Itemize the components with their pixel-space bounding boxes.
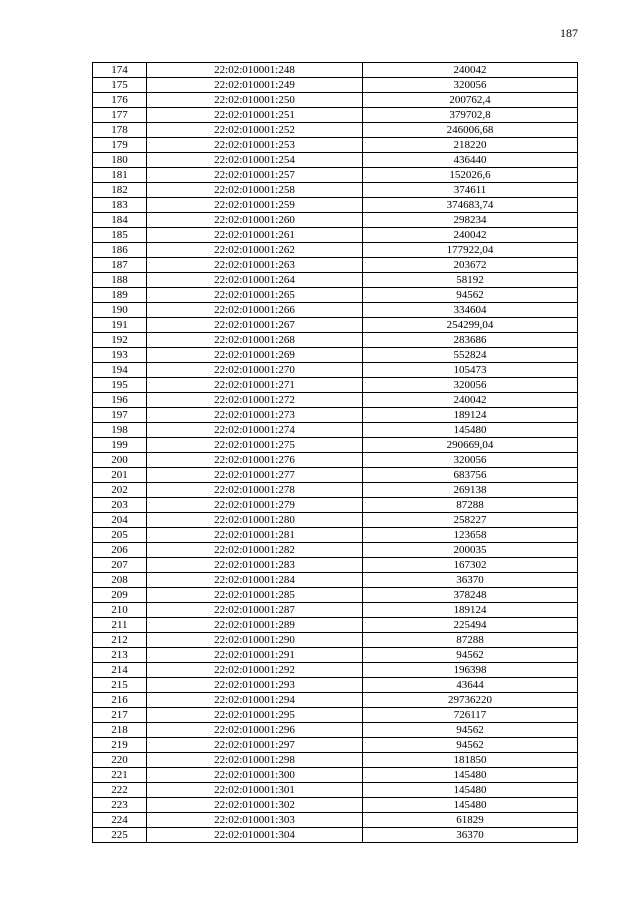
row-number-cell: 199 [93,438,147,453]
value-cell: 225494 [363,618,578,633]
value-cell: 152026,6 [363,168,578,183]
table-row [93,213,578,228]
table-row [93,738,578,753]
cadastral-number-cell: 22:02:010001:250 [147,93,363,108]
table-row [93,333,578,348]
cadastral-number-cell: 22:02:010001:263 [147,258,363,273]
cadastral-number-cell: 22:02:010001:258 [147,183,363,198]
row-number-cell: 179 [93,138,147,153]
value-cell: 269138 [363,483,578,498]
value-cell: 94562 [363,648,578,663]
table-row [93,813,578,828]
table-row [93,828,578,843]
value-cell: 320056 [363,78,578,93]
table-row [93,408,578,423]
value-cell: 240042 [363,228,578,243]
row-number-cell: 202 [93,483,147,498]
row-number-cell: 194 [93,363,147,378]
value-cell: 87288 [363,498,578,513]
value-cell: 683756 [363,468,578,483]
cadastral-number-cell: 22:02:010001:271 [147,378,363,393]
table-row [93,243,578,258]
table-row [93,453,578,468]
table-row [93,168,578,183]
row-number-cell: 205 [93,528,147,543]
cadastral-number-cell: 22:02:010001:304 [147,828,363,843]
value-cell: 94562 [363,738,578,753]
parcel-table [92,62,578,843]
row-number-cell: 216 [93,693,147,708]
row-number-cell: 198 [93,423,147,438]
row-number-cell: 175 [93,78,147,93]
row-number-cell: 212 [93,633,147,648]
cadastral-number-cell: 22:02:010001:295 [147,708,363,723]
cadastral-number-cell: 22:02:010001:275 [147,438,363,453]
cadastral-number-cell: 22:02:010001:300 [147,768,363,783]
row-number-cell: 184 [93,213,147,228]
table-row [93,228,578,243]
cadastral-number-cell: 22:02:010001:265 [147,288,363,303]
value-cell: 218220 [363,138,578,153]
row-number-cell: 211 [93,618,147,633]
table-row [93,318,578,333]
cadastral-number-cell: 22:02:010001:278 [147,483,363,498]
value-cell: 246006,68 [363,123,578,138]
table-row [93,108,578,123]
cadastral-number-cell: 22:02:010001:283 [147,558,363,573]
value-cell: 29736220 [363,693,578,708]
table-row [93,78,578,93]
row-number-cell: 223 [93,798,147,813]
row-number-cell: 224 [93,813,147,828]
row-number-cell: 217 [93,708,147,723]
value-cell: 334604 [363,303,578,318]
row-number-cell: 207 [93,558,147,573]
row-number-cell: 186 [93,243,147,258]
table-row [93,468,578,483]
table-row [93,183,578,198]
value-cell: 283686 [363,333,578,348]
value-cell: 61829 [363,813,578,828]
value-cell: 94562 [363,723,578,738]
cadastral-number-cell: 22:02:010001:297 [147,738,363,753]
value-cell: 374611 [363,183,578,198]
table-row [93,618,578,633]
row-number-cell: 206 [93,543,147,558]
cadastral-number-cell: 22:02:010001:289 [147,618,363,633]
value-cell: 58192 [363,273,578,288]
cadastral-number-cell: 22:02:010001:277 [147,468,363,483]
cadastral-number-cell: 22:02:010001:264 [147,273,363,288]
cadastral-number-cell: 22:02:010001:267 [147,318,363,333]
table-row [93,768,578,783]
value-cell: 181850 [363,753,578,768]
value-cell: 123658 [363,528,578,543]
row-number-cell: 215 [93,678,147,693]
row-number-cell: 201 [93,468,147,483]
cadastral-number-cell: 22:02:010001:248 [147,63,363,78]
cadastral-number-cell: 22:02:010001:257 [147,168,363,183]
value-cell: 87288 [363,633,578,648]
row-number-cell: 195 [93,378,147,393]
value-cell: 320056 [363,453,578,468]
value-cell: 177922,04 [363,243,578,258]
cadastral-number-cell: 22:02:010001:303 [147,813,363,828]
table-row [93,93,578,108]
value-cell: 94562 [363,288,578,303]
cadastral-number-cell: 22:02:010001:252 [147,123,363,138]
row-number-cell: 218 [93,723,147,738]
cadastral-number-cell: 22:02:010001:293 [147,678,363,693]
cadastral-number-cell: 22:02:010001:280 [147,513,363,528]
table-row [93,288,578,303]
table-row [93,198,578,213]
table-body [93,63,578,843]
row-number-cell: 220 [93,753,147,768]
row-number-cell: 176 [93,93,147,108]
cadastral-number-cell: 22:02:010001:274 [147,423,363,438]
row-number-cell: 190 [93,303,147,318]
table-row [93,258,578,273]
cadastral-number-cell: 22:02:010001:266 [147,303,363,318]
value-cell: 203672 [363,258,578,273]
value-cell: 196398 [363,663,578,678]
value-cell: 145480 [363,798,578,813]
cadastral-number-cell: 22:02:010001:298 [147,753,363,768]
table-row [93,363,578,378]
table-row [93,693,578,708]
row-number-cell: 188 [93,273,147,288]
row-number-cell: 203 [93,498,147,513]
row-number-cell: 192 [93,333,147,348]
row-number-cell: 209 [93,588,147,603]
value-cell: 145480 [363,768,578,783]
cadastral-number-cell: 22:02:010001:272 [147,393,363,408]
value-cell: 36370 [363,573,578,588]
table-row [93,303,578,318]
value-cell: 379702,8 [363,108,578,123]
value-cell: 290669,04 [363,438,578,453]
row-number-cell: 185 [93,228,147,243]
value-cell: 240042 [363,63,578,78]
table-row [93,558,578,573]
cadastral-number-cell: 22:02:010001:273 [147,408,363,423]
value-cell: 726117 [363,708,578,723]
row-number-cell: 181 [93,168,147,183]
value-cell: 189124 [363,408,578,423]
value-cell: 105473 [363,363,578,378]
value-cell: 436440 [363,153,578,168]
value-cell: 298234 [363,213,578,228]
cadastral-number-cell: 22:02:010001:296 [147,723,363,738]
cadastral-number-cell: 22:02:010001:281 [147,528,363,543]
row-number-cell: 180 [93,153,147,168]
cadastral-number-cell: 22:02:010001:276 [147,453,363,468]
table-row [93,798,578,813]
table-row [93,483,578,498]
cadastral-number-cell: 22:02:010001:284 [147,573,363,588]
value-cell: 145480 [363,423,578,438]
value-cell: 320056 [363,378,578,393]
value-cell: 374683,74 [363,198,578,213]
table-row [93,393,578,408]
cadastral-number-cell: 22:02:010001:269 [147,348,363,363]
table-row [93,153,578,168]
cadastral-number-cell: 22:02:010001:253 [147,138,363,153]
row-number-cell: 174 [93,63,147,78]
value-cell: 200762,4 [363,93,578,108]
table-row [93,348,578,363]
row-number-cell: 189 [93,288,147,303]
table-row [93,633,578,648]
cadastral-number-cell: 22:02:010001:249 [147,78,363,93]
cadastral-number-cell: 22:02:010001:294 [147,693,363,708]
value-cell: 378248 [363,588,578,603]
cadastral-number-cell: 22:02:010001:259 [147,198,363,213]
table-row [93,273,578,288]
cadastral-number-cell: 22:02:010001:261 [147,228,363,243]
table-row [93,423,578,438]
table-row [93,783,578,798]
table-row [93,528,578,543]
row-number-cell: 187 [93,258,147,273]
table-row [93,663,578,678]
row-number-cell: 182 [93,183,147,198]
table-row [93,513,578,528]
cadastral-number-cell: 22:02:010001:292 [147,663,363,678]
table-row [93,123,578,138]
row-number-cell: 219 [93,738,147,753]
table-row [93,708,578,723]
row-number-cell: 210 [93,603,147,618]
table-row [93,648,578,663]
row-number-cell: 208 [93,573,147,588]
table-row [93,573,578,588]
value-cell: 145480 [363,783,578,798]
value-cell: 43644 [363,678,578,693]
table-row [93,438,578,453]
row-number-cell: 204 [93,513,147,528]
table-row [93,723,578,738]
table-row [93,378,578,393]
cadastral-number-cell: 22:02:010001:301 [147,783,363,798]
table-row [93,678,578,693]
table-row [93,588,578,603]
row-number-cell: 197 [93,408,147,423]
cadastral-number-cell: 22:02:010001:291 [147,648,363,663]
cadastral-number-cell: 22:02:010001:270 [147,363,363,378]
row-number-cell: 213 [93,648,147,663]
cadastral-number-cell: 22:02:010001:285 [147,588,363,603]
row-number-cell: 191 [93,318,147,333]
row-number-cell: 200 [93,453,147,468]
row-number-cell: 222 [93,783,147,798]
row-number-cell: 214 [93,663,147,678]
cadastral-number-cell: 22:02:010001:302 [147,798,363,813]
value-cell: 167302 [363,558,578,573]
value-cell: 254299,04 [363,318,578,333]
row-number-cell: 225 [93,828,147,843]
table-row [93,498,578,513]
table-row [93,753,578,768]
page-number: 187 [560,26,578,40]
row-number-cell: 177 [93,108,147,123]
value-cell: 552824 [363,348,578,363]
cadastral-number-cell: 22:02:010001:279 [147,498,363,513]
value-cell: 200035 [363,543,578,558]
cadastral-number-cell: 22:02:010001:251 [147,108,363,123]
value-cell: 240042 [363,393,578,408]
cadastral-number-cell: 22:02:010001:268 [147,333,363,348]
value-cell: 189124 [363,603,578,618]
cadastral-number-cell: 22:02:010001:282 [147,543,363,558]
cadastral-number-cell: 22:02:010001:260 [147,213,363,228]
row-number-cell: 183 [93,198,147,213]
row-number-cell: 178 [93,123,147,138]
row-number-cell: 221 [93,768,147,783]
cadastral-number-cell: 22:02:010001:287 [147,603,363,618]
row-number-cell: 196 [93,393,147,408]
cadastral-number-cell: 22:02:010001:290 [147,633,363,648]
table-row [93,138,578,153]
cadastral-number-cell: 22:02:010001:254 [147,153,363,168]
table-row [93,603,578,618]
value-cell: 258227 [363,513,578,528]
cadastral-number-cell: 22:02:010001:262 [147,243,363,258]
table-row [93,543,578,558]
table-row [93,63,578,78]
row-number-cell: 193 [93,348,147,363]
value-cell: 36370 [363,828,578,843]
